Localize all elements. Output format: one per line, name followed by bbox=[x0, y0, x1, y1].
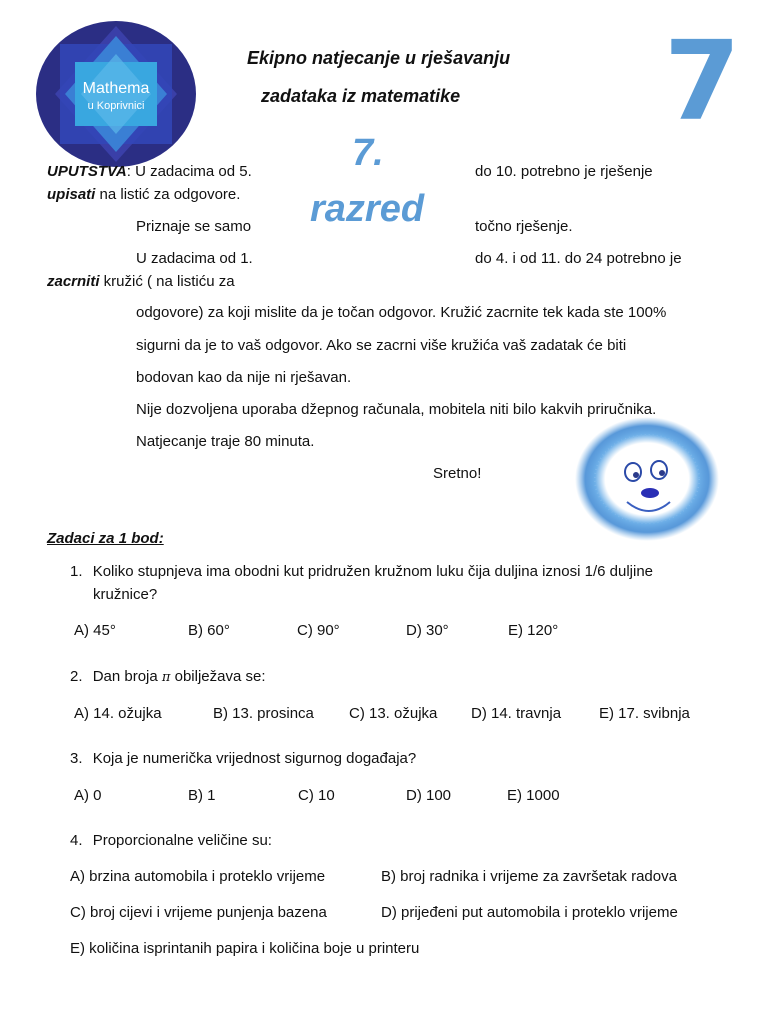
grade-word: razred bbox=[310, 188, 425, 230]
answer-option[interactable]: B) 1 bbox=[188, 787, 216, 804]
question-text: Koja je numerička vrijednost sigurnog događaja? bbox=[92, 750, 417, 767]
answer-option[interactable]: C) 13. ožujka bbox=[349, 705, 438, 722]
question-1-options bbox=[74, 622, 558, 639]
keyword-upisati: upisati bbox=[47, 186, 96, 203]
question-2 bbox=[70, 668, 266, 685]
question-text: obilježava se: bbox=[170, 668, 266, 685]
instructions-line-7: sigurni da je to vaš odgovor. Ako se zacrni više kružića vaš zadatak će biti bbox=[136, 337, 627, 354]
answer-option[interactable]: E) 120° bbox=[508, 622, 559, 639]
answer-option[interactable]: C) 10 bbox=[298, 787, 335, 804]
instructions-line-2 bbox=[47, 186, 240, 203]
question-3 bbox=[70, 750, 416, 767]
instructions-text: : U zadacima od 5. bbox=[126, 163, 252, 180]
instructions-line-3a: Priznaje se samo bbox=[136, 218, 252, 235]
grade-big-number: 7 bbox=[664, 17, 741, 145]
answer-option[interactable]: A) 14. ožujka bbox=[74, 705, 162, 722]
instructions-line-3b: točno rješenje. bbox=[475, 218, 573, 235]
instructions-line-1b: do 10. potrebno je rješenje bbox=[475, 163, 653, 180]
instructions-line-5 bbox=[47, 273, 235, 290]
answer-option[interactable]: D) 100 bbox=[406, 787, 452, 804]
answer-option[interactable]: D) 30° bbox=[406, 622, 449, 639]
question-2-options bbox=[74, 705, 690, 722]
answer-option[interactable]: E) 17. svibnja bbox=[599, 705, 690, 722]
instructions-text: na listić za odgovore. bbox=[95, 186, 241, 203]
instructions-line-10: Natjecanje traje 80 minuta. bbox=[136, 433, 315, 450]
question-text: Dan broja bbox=[92, 668, 162, 685]
title-line-2: zadataka iz matematike bbox=[261, 86, 461, 106]
grade-number: 7. bbox=[352, 132, 384, 174]
instructions-label: UPUTSTVA bbox=[47, 163, 127, 180]
question-number: 2. bbox=[70, 668, 83, 685]
answer-option[interactable]: B) 13. prosinca bbox=[213, 705, 314, 722]
question-number: 4. bbox=[70, 832, 83, 849]
question-1-continuation: kružnice? bbox=[93, 586, 158, 603]
answer-option[interactable]: A) 45° bbox=[74, 622, 116, 639]
mathema-logo bbox=[35, 20, 197, 168]
good-luck-text: Sretno! bbox=[433, 465, 482, 482]
answer-option[interactable]: A) 0 bbox=[74, 787, 102, 804]
pi-symbol: π bbox=[161, 670, 171, 685]
question-3-options bbox=[74, 787, 560, 804]
section-title: Zadaci za 1 bod: bbox=[47, 530, 164, 547]
instructions-text: kružić ( na listiću za bbox=[99, 273, 235, 290]
question-1 bbox=[70, 563, 653, 580]
keyword-zacrniti: zacrniti bbox=[47, 273, 100, 290]
instructions-line-4a: U zadacima od 1. bbox=[136, 250, 253, 267]
instructions-line-6: odgovore) za koji mislite da je točan odgovor. Kružić zacrnite tek kada ste 100% bbox=[136, 304, 667, 321]
instructions-line-4b: do 4. i od 11. do 24 potrebno je bbox=[475, 250, 682, 267]
instructions-line-1a bbox=[47, 163, 252, 180]
answer-option[interactable]: B) 60° bbox=[188, 622, 230, 639]
logo-text-sub: u Koprivnici bbox=[87, 100, 145, 112]
answer-option[interactable]: A) brzina automobila i proteklo vrijeme bbox=[70, 868, 326, 885]
question-4 bbox=[70, 832, 272, 849]
instructions-line-8: bodovan kao da nije ni rješavan. bbox=[136, 369, 352, 386]
question-text: Koliko stupnjeva ima obodni kut pridružen kružnom luku čija duljina iznosi 1/6 duljine bbox=[92, 563, 653, 580]
instructions-line-9: Nije dozvoljena uporaba džepnog računala, mobitela niti bilo kakvih priručnika. bbox=[136, 401, 657, 418]
answer-option[interactable]: C) broj cijevi i vrijeme punjenja bazena bbox=[70, 904, 327, 921]
question-text: Proporcionalne veličine su: bbox=[92, 832, 272, 849]
answer-option[interactable]: E) količina isprintanih papira i količina boje u printeru bbox=[70, 940, 420, 957]
logo-text-main: Mathema bbox=[82, 80, 150, 97]
answer-option[interactable]: B) broj radnika i vrijeme za završetak radova bbox=[381, 868, 677, 885]
answer-option[interactable]: C) 90° bbox=[297, 622, 340, 639]
question-number: 1. bbox=[70, 563, 83, 580]
smiley-face-icon bbox=[574, 416, 720, 542]
answer-option[interactable]: D) 14. travnja bbox=[471, 705, 562, 722]
smiley-mascot bbox=[574, 416, 720, 542]
answer-option[interactable]: D) prijeđeni put automobila i proteklo vrijeme bbox=[381, 904, 678, 921]
title-line-1: Ekipno natjecanje u rješavanju bbox=[247, 48, 511, 68]
answer-option[interactable]: E) 1000 bbox=[507, 787, 560, 804]
question-number: 3. bbox=[70, 750, 83, 767]
